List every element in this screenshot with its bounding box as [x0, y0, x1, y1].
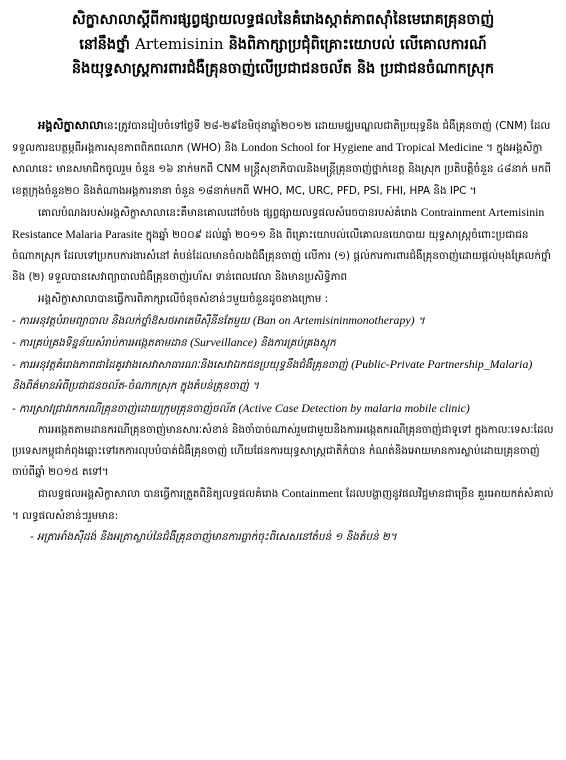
p4-sentence-2: ក្នុងកាលៈទេសៈដែលប្រទេសកម្ពុជាកំពុងឆ្ពោះទៅរកការលុបបំបាត់ជំងឺគ្រុនចាញ់ ហើយផែនការយុទ្ធសាស្ត្រជាតិកំបាន — [12, 423, 554, 458]
title-line-3: និងយុទ្ធសាស្ត្រការពារជំងឺគ្រុនចាញ់លើប្រជាជនចល័ត និង ប្រជាជនចំណាកស្រុក — [71, 61, 495, 77]
p5-sentence-3: គួរអោយកត់សំគាល់ ។ លទ្ធផលសំខាន់ៗរួមមាន: — [12, 488, 554, 522]
title-line-2 — [12, 32, 554, 57]
document-body — [12, 115, 554, 548]
title-line-2-post: និងពិភាក្សាប្រជុំពិគ្រោះយោបល់ លើគោលការណ៍ — [228, 37, 487, 53]
p2-sentence-2: ក្នុងឆ្នាំ ២០០៩ ដល់ឆ្នាំ ២០១១ និង ពិគ្រោះយោបល់លើគោលនយោបាយ — [142, 229, 426, 242]
bullet-4-text: - ការស្រាវជ្រាវរកករណីគ្រុនចាញ់ដោយក្រុមគ្រុនចាញ់ចល័ត — [12, 402, 236, 415]
p5-sentence-2: ដែលបង្ហាញនូវផលវិជ្ជមានជាច្រើន — [342, 488, 475, 501]
p1-sentence-3: ។ ក្នុងអង្គសិក្ខាសាលានេះ មានសមាជិកចូលរួម ចំនួន ១៦ នាក់មកពី CNM — [12, 142, 543, 176]
p1-sentence-1: នេះត្រូវបានរៀបចំទៅថ្ងៃទី ២៨-២៩ខែមិថុនាឆ្នាំ២០១២ ដោយមជ្ឈមណ្ឌលជាតិប្រយុទ្ធនឹង — [103, 120, 440, 132]
p5-latin-project: Containment — [281, 486, 343, 501]
paragraph-surveillance — [12, 420, 554, 484]
p2-sentence-4: ផ្ដល់ការការពារជំងឺគ្រុនចាញ់ដោយផ្ដល់មុងគ្រែលក់ថ្នាំ និង (២) ទទួលបានសេវាព្យាបាលជំងឺគ្រុនចាញ់រហ័ស ទាន់ពេលវេលា — [12, 250, 551, 284]
p1-sentence-4: មន្ត្រីសុខាភិបាលនិងមន្ត្រីគ្រុនចាញ់ថ្នាក់ខេត្ត និងស្រុក ប្រតិបត្តិចំនួន ៤៨នាក់ មកពីខេត្តក្រុងចំនួន២០ និងតំណាងអង្គការនានា — [12, 163, 552, 197]
p2-sentence-3: យុទ្ធសាស្ត្រចំពោះប្រជាជនចំណាកស្រុក ដែលទៅប្រកបការងារសំនៅ តំបន់ដែលមានចំលងជំងឺគ្រុនចាញ់ លើការ (១) — [12, 229, 529, 263]
p4-sentence-1: ការអង្កេតតាមដានករណីគ្រុនចាញ់មានសារៈសំខាន់ និងចាំបាច់ណាស់រួមជាមួយនិងការអង្កេតករណីគ្រុនចាញ់ជាទូទៅ — [38, 423, 472, 436]
p4-sentence-3: កំណត់និងអោយមានការស្លាប់ដោយគ្រុនចាញ់ចាប់ពីឆ្នាំ ២០១៥ តទៅ។ — [12, 445, 540, 479]
p1-sentence-5: ចំនួន ១៨នាក់មកពី WHO, MC, URC, PFD, PSI, FHI, HPA និង IPC ។ — [174, 184, 477, 197]
p1-latin-institution: London School for Hygiene and Tropical Medicine — [240, 140, 483, 155]
bullet-2-latin: (Surveillance) — [190, 335, 257, 350]
p2-sentence-1: គោលបំណងរបស់អង្គសិក្ខាសាលានេះគឺមានគោលដៅចំបង ផ្សព្វផ្សាយលទ្ធផលសំរេចបានរបស់គំរោង — [38, 206, 418, 219]
list-item: - អត្រាអាំងស៊ីដង់ និងអត្រាស្លាប់នៃជំងឺគ្រុនចាញ់មានការធ្លាក់ចុះពិសេសនៅតំបន់ ១ និងតំបន់ ២។ — [30, 530, 397, 543]
bullet-3-end: និងពិគ៌មានអំពីប្រជាជនចល័ត-ចំណាកស្រុក ក្នុងតំបន់គ្រុនចាញ់ ។ — [12, 380, 259, 393]
bullet-3-text: - ការអនុវត្តគំរោងភាពជាដៃគូរវាងសេវាសាធារណៈនិងសេវាឯកជនប្រយុទ្ធនឹងជំងឺគ្រុនចាញ់ — [12, 359, 348, 372]
bullet-2-text: - ការគ្រប់គ្រងទិន្នន័យសំរាប់ការអង្កេតតាមដាន — [12, 337, 187, 350]
p2-latin-project: Contrainment Artemisinin Resistance Malaria Parasite — [12, 204, 545, 242]
bullet-3-latin: (Public-Private Partnership_Malaria) — [351, 357, 533, 372]
bullet-2-end: និងការគ្រប់គ្រងស្តុក — [256, 337, 336, 350]
paragraph-discussion-intro: អង្គសិក្ខាសាលាបានធ្វើការពិភាក្សាលើចំនុចសំខាន់ៗមួយចំនួនដូចខាងក្រោម : — [38, 292, 329, 305]
bullet-4-latin: (Active Case Detection by malaria mobile clinic) — [238, 400, 470, 415]
paragraph-lead-word: អង្គសិក្ខាសាលា — [38, 118, 104, 132]
bullet-1-latin: (Ban on Artemisininmonotherapy) — [252, 312, 415, 327]
list-item — [12, 332, 554, 354]
title-line-1: សិក្ខាសាលាស្ដីពីការផ្សព្វផ្សាយលទ្ធផលនៃគំរោងស្កាត់ភាពសុាំនៃមេរោគគ្រុនចាញ់ — [71, 12, 495, 28]
p5-sentence-1: ជាលទ្ធផលអង្គសិក្ខាសាលា បានធ្វើការត្រួតពិនិត្យលទ្ធផលគំរោង — [38, 488, 279, 501]
title-line-2-pre: នៅនឹងថ្នាំ — [79, 37, 130, 53]
paragraph-objectives — [12, 202, 554, 289]
list-item — [12, 310, 554, 332]
bullet-1-text: - ការអនុវត្តបំរាមព្យាបាល និងលក់ថ្នាំឱសថអាតេមីស៊ីនីនតែមួយ — [12, 314, 250, 327]
bullet-1-end: ។ — [414, 314, 425, 327]
p2-sentence-5: និងមានប្រសិទ្ធិភាព — [274, 271, 348, 284]
p1-sentence-2: ជំងឺគ្រុនចាញ់ (CNM) ដែលទទួលការឧបត្ថម្ភពីអង្គការសុខភាពពិភពលោក (WHO) និង — [12, 120, 551, 155]
list-item — [12, 354, 554, 397]
title-drug-name: Artemisinin — [134, 35, 224, 53]
paragraph-results — [12, 483, 554, 526]
paragraph-workshop-intro — [12, 115, 554, 202]
document-title — [12, 8, 554, 81]
list-item — [12, 398, 554, 420]
